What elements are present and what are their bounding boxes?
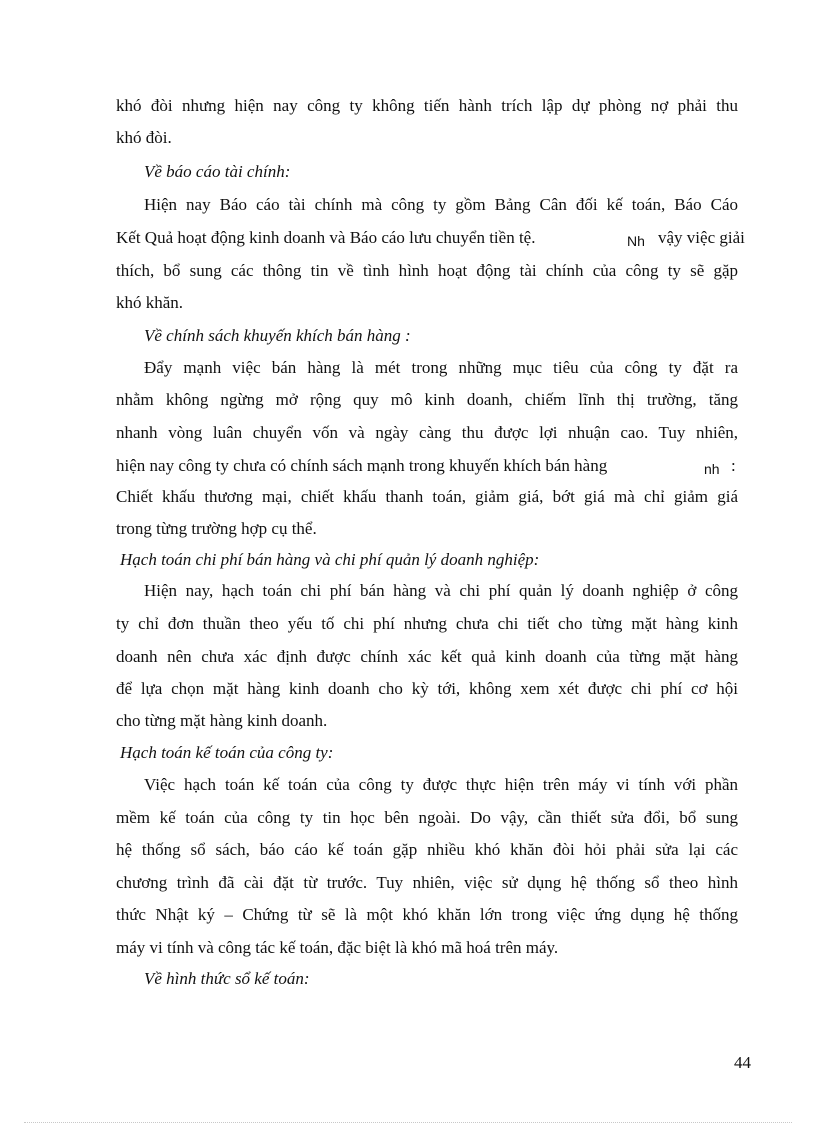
body-text-line: trong từng trường hợp cụ thể. (116, 519, 317, 538)
body-text-line: để lựa chọn mặt hàng kinh doanh cho kỳ tới, không xem xét được chi phí cơ hội (116, 679, 738, 698)
body-text-line: thích, bổ sung các thông tin về tình hình hoạt động tài chính của công ty sẽ gặp (116, 261, 738, 280)
body-text-line: chương trình đã cài đặt từ trước. Tuy nhiên, việc sử dụng hệ thống sổ theo hình (116, 873, 738, 892)
body-text-line: hiện nay công ty chưa có chính sách mạnh trong khuyến khích bán hàng (116, 456, 608, 475)
section-heading: Về hình thức sổ kế toán: (144, 969, 310, 988)
body-text-line: doanh nên chưa xác định được chính xác kết quả kinh doanh của từng mặt hàng (116, 647, 738, 666)
body-text-line: khó đòi. (116, 128, 172, 147)
page-number: 44 (734, 1053, 751, 1072)
body-text-line: nhanh vòng luân chuyển vốn và ngày càng thu được lợi nhuận cao. Tuy nhiên, (116, 423, 738, 442)
body-text-line: hệ thống sổ sách, báo cáo kế toán gặp nhiều khó khăn đòi hỏi phải sửa lại các (116, 840, 738, 859)
body-text-line: vậy việc giải (658, 228, 745, 247)
body-text-line: mềm kế toán của công ty tin học bên ngoài. Do vậy, cần thiết sửa đổi, bổ sung (116, 808, 738, 827)
section-heading: Về báo cáo tài chính: (144, 162, 291, 181)
body-text-line: ty chỉ đơn thuần theo yếu tố chi phí nhưng chưa chi tiết cho từng mặt hàng kinh (116, 614, 738, 633)
body-text-line: Đẩy mạnh việc bán hàng là mét trong những mục tiêu của công ty đặt ra (144, 358, 738, 377)
section-heading: Hạch toán chi phí bán hàng và chi phí quản lý doanh nghiệp: (120, 550, 540, 569)
body-text-line: máy vi tính và công tác kế toán, đặc biệt là khó mã hoá trên máy. (116, 938, 559, 957)
body-text-line: thức Nhật ký – Chứng từ sẽ là một khó khăn lớn trong việc ứng dụng hệ thống (116, 905, 738, 924)
body-text-line: : (731, 456, 736, 475)
body-text-line: Việc hạch toán kế toán của công ty được thực hiện trên máy vi tính với phần (144, 775, 738, 794)
body-text-line: khó đòi nhưng hiện nay công ty không tiến hành trích lập dự phòng nợ phải thu (116, 96, 738, 115)
section-heading: Về chính sách khuyến khích bán hàng : (144, 326, 411, 345)
stray-text-fragment: nh (704, 461, 720, 477)
body-text-line: Kết Quả hoạt động kinh doanh và Báo cáo lưu chuyển tiền tệ. (116, 228, 536, 247)
body-text-line: khó khăn. (116, 293, 184, 312)
body-text-line: Chiết khấu thương mại, chiết khấu thanh toán, giảm giá, bớt giá mà chỉ giảm giá (116, 487, 738, 506)
body-text-line: cho từng mặt hàng kinh doanh. (116, 711, 328, 730)
stray-text-fragment: Nh (627, 233, 645, 249)
section-heading: Hạch toán kế toán của công ty: (120, 743, 334, 762)
body-text-line: Hiện nay, hạch toán chi phí bán hàng và chi phí quản lý doanh nghiệp ở công (144, 581, 738, 600)
body-text-line: Hiện nay Báo cáo tài chính mà công ty gồm Bảng Cân đối kế toán, Báo Cáo (144, 195, 738, 214)
body-text-line: nhằm không ngừng mở rộng quy mô kinh doanh, chiếm lĩnh thị trường, tăng (116, 390, 738, 409)
